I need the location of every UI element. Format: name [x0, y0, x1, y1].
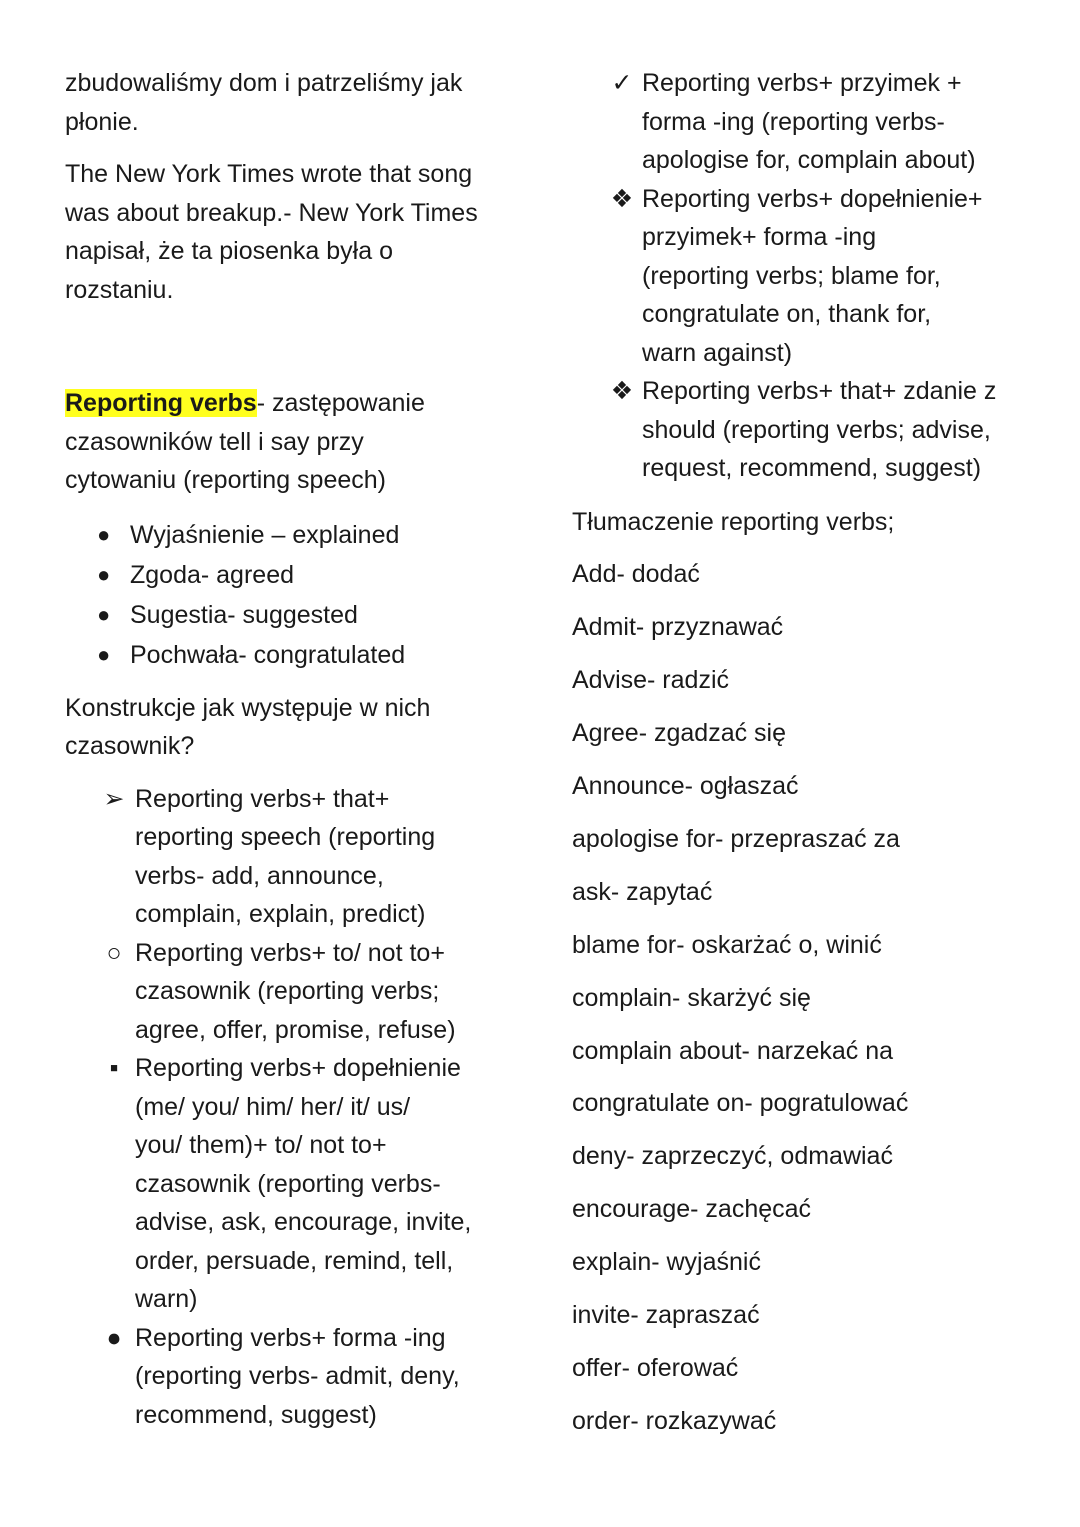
list-item: ○ Reporting verbs+ to/ not to+ czasownik (reporting verbs; agree, offer, promise, refuse)	[65, 934, 515, 1050]
translation-item: ask- zapytać	[572, 877, 713, 906]
translation-item: blame for- oskarżać o, winić	[572, 930, 882, 959]
question-paragraph: Konstrukcje jak występuje w nich czasownik?	[65, 693, 431, 760]
bullet-icon: ●	[97, 601, 111, 627]
translation-item: apologise for- przepraszać za	[572, 824, 900, 853]
translation-item: complain- skarżyć się	[572, 983, 811, 1012]
construction-list-continued	[572, 64, 1042, 488]
circle-bullet-icon: ○	[106, 938, 122, 967]
reporting-verbs-definition: Reporting verbs- zastępowanie czasowników tell i say przy cytowaniu (reporting speech)	[65, 389, 425, 494]
translation-item: explain- wyjaśnić	[572, 1248, 761, 1277]
list-item: ● Pochwała- congratulated	[65, 635, 515, 675]
translation-item: Admit- przyznawać	[572, 613, 784, 642]
list-item: ❖ Reporting verbs+ dopełnienie+ przyimek+ forma -ing (reporting verbs; blame for, congratulate on, thank for, warn against)	[572, 180, 1042, 373]
left-column	[65, 64, 515, 1434]
translation-item: order- rozkazywać	[572, 1406, 777, 1435]
translation-item: Agree- zgadzać się	[572, 719, 787, 748]
diamond-bullet-icon: ❖	[610, 377, 634, 405]
translation-item: Announce- ogłaszać	[572, 772, 799, 801]
arrow-bullet-icon: ➢	[103, 784, 125, 813]
list-item: ✓ Reporting verbs+ przyimek + forma -ing (reporting verbs- apologise for, complain about)	[572, 64, 1042, 180]
translation-title: Tłumaczenie reporting verbs;	[572, 507, 895, 536]
definition-list	[65, 515, 515, 675]
bullet-icon: ●	[97, 521, 111, 547]
list-item: ➢ Reporting verbs+ that+ reporting speech (reporting verbs- add, announce, complain, explain, predict)	[65, 780, 515, 934]
diamond-bullet-icon: ❖	[610, 184, 634, 213]
translation-item: invite- zapraszać	[572, 1301, 760, 1330]
highlighted-term: Reporting verbs	[65, 389, 257, 417]
check-icon: ✓	[611, 69, 633, 97]
list-item: ❖ Reporting verbs+ that+ zdanie z should (reporting verbs; advise, request, recommend, suggest)	[572, 372, 1042, 488]
translation-item: encourage- zachęcać	[572, 1195, 812, 1224]
list-item: ● Reporting verbs+ forma -ing (reporting verbs- admit, deny, recommend, suggest)	[65, 1319, 515, 1435]
list-item: ● Sugestia- suggested	[65, 595, 515, 635]
square-bullet-icon: ▪	[109, 1054, 119, 1082]
translation-item: Add- dodać	[572, 560, 700, 589]
bullet-icon: ●	[97, 561, 111, 587]
bullet-icon: ●	[97, 641, 111, 667]
translation-item: congratulate on- pogratulować	[572, 1089, 909, 1118]
list-item: ● Wyjaśnienie – explained	[65, 515, 515, 555]
right-column	[572, 64, 1042, 1448]
construction-list	[65, 780, 515, 1435]
intro-paragraph: zbudowaliśmy dom i patrzeliśmy jak płonie.	[65, 69, 463, 136]
translation-item: deny- zaprzeczyć, odmawiać	[572, 1142, 893, 1171]
translation-list	[572, 496, 1042, 1448]
translation-item: Advise- radzić	[572, 666, 729, 695]
translation-item: offer- oferować	[572, 1354, 739, 1382]
bullet-icon: ●	[106, 1323, 122, 1352]
list-item: ● Zgoda- agreed	[65, 555, 515, 595]
translation-item: complain about- narzekać na	[572, 1036, 894, 1065]
list-item: ▪ Reporting verbs+ dopełnienie (me/ you/ him/ her/ it/ us/ you/ them)+ to/ not to+ czasownik (reporting verbs- advise, ask, encourage, invite, order, persuade, remind, tell, warn)	[65, 1049, 515, 1319]
example-paragraph: The New York Times wrote that song was about breakup.- New York Times napisał, że ta piosenka była o rozstaniu.	[65, 160, 478, 304]
